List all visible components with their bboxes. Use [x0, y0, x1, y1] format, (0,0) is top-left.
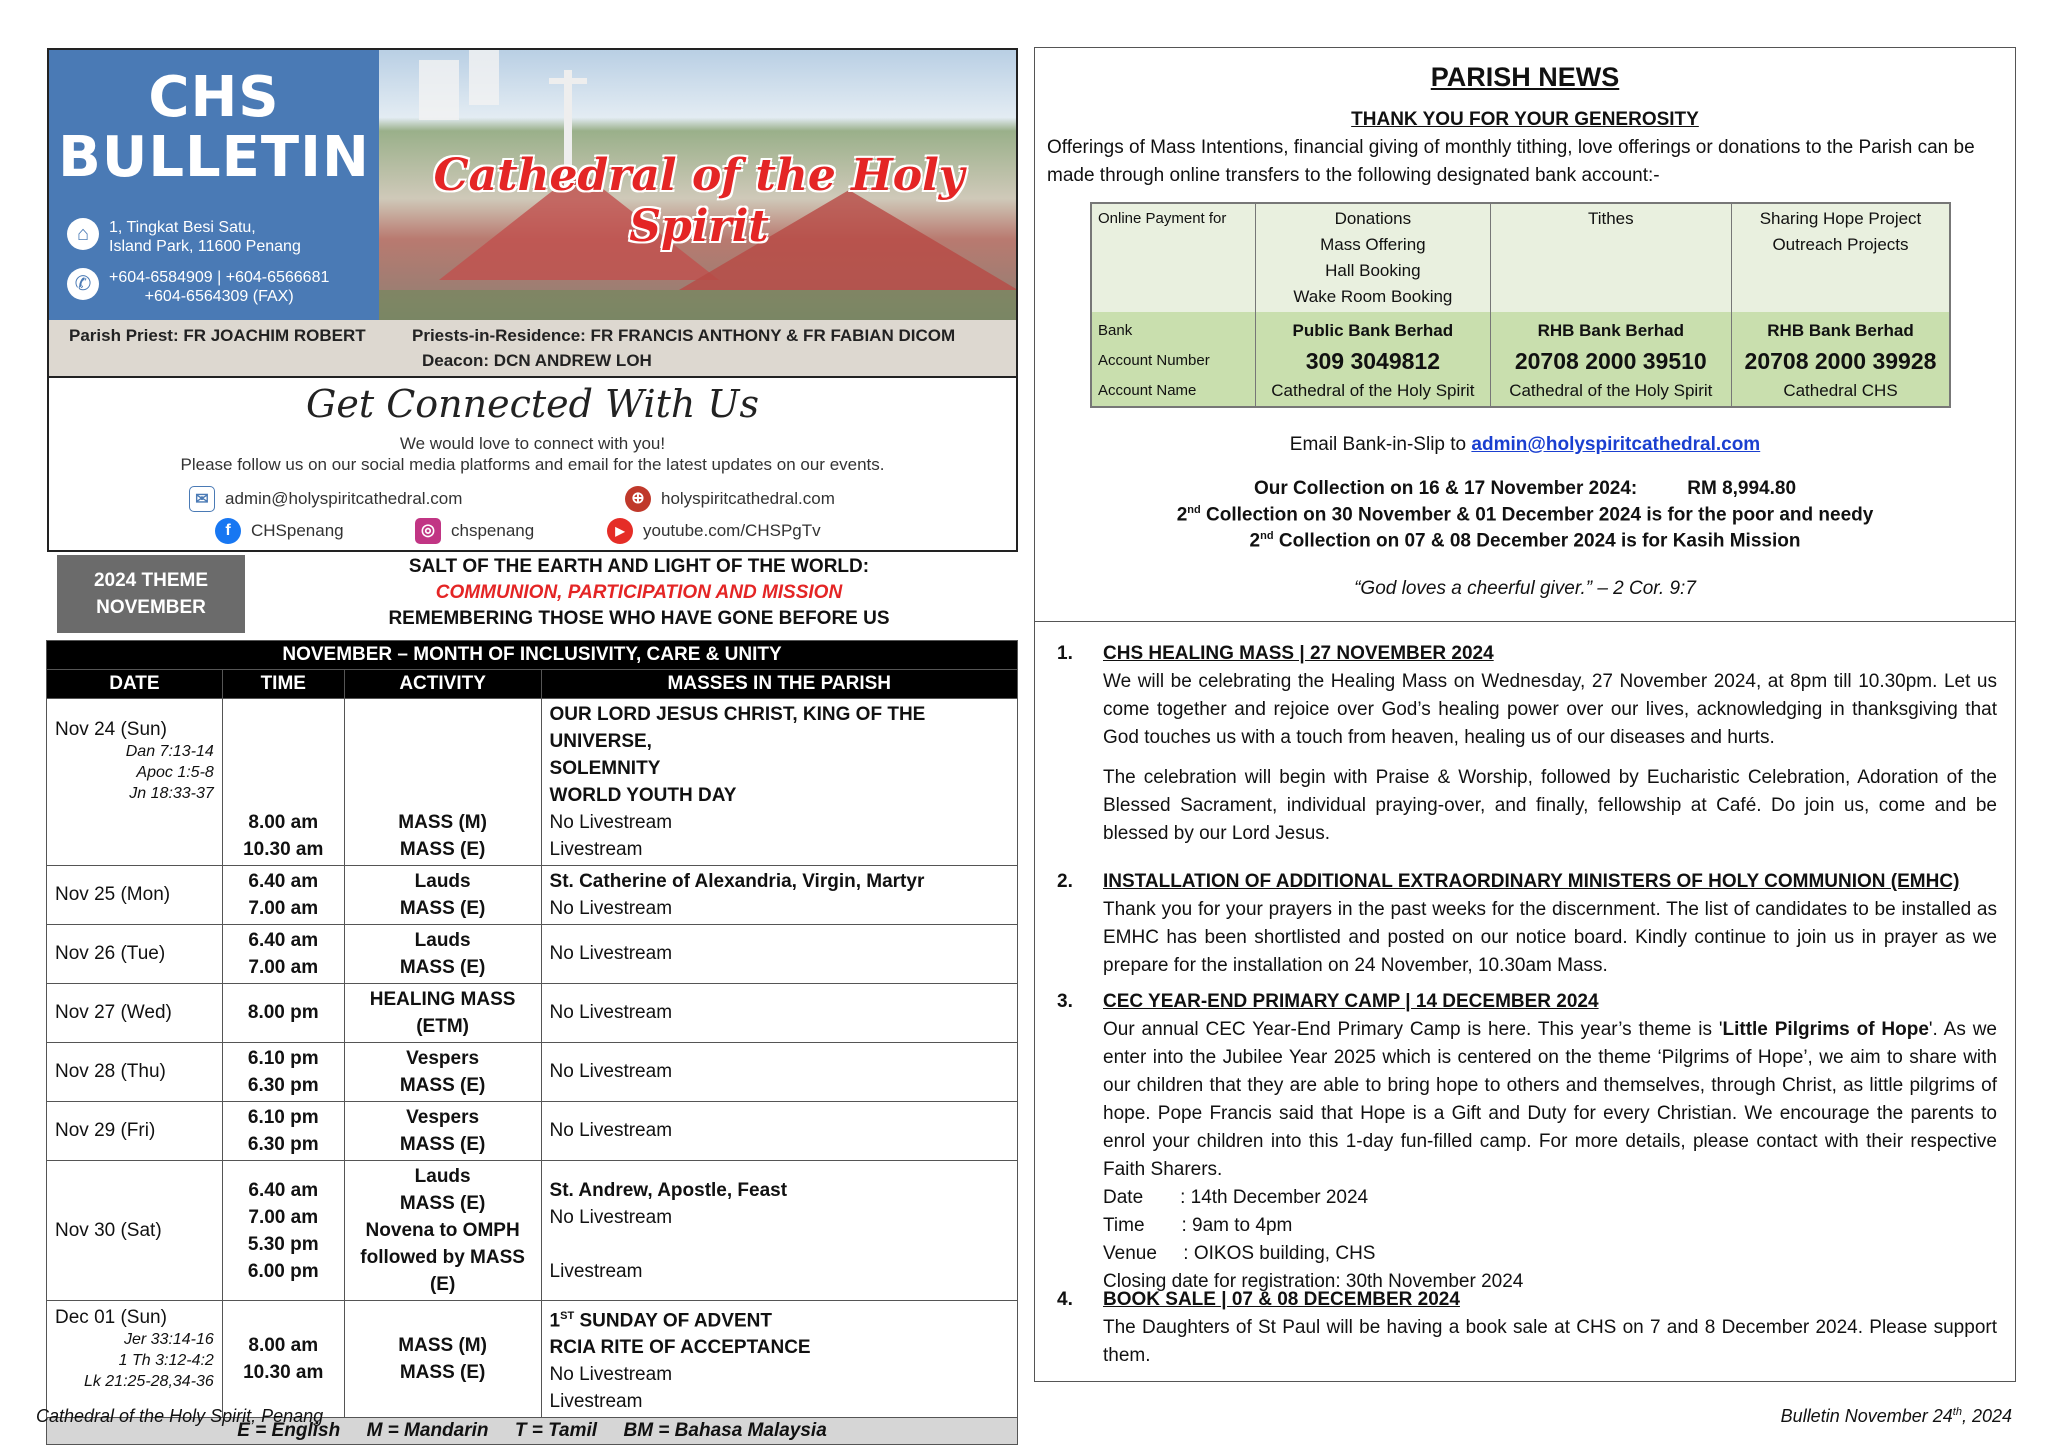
account-name: Cathedral CHS: [1731, 376, 1950, 407]
ordinal-number: 2: [1176, 504, 1188, 526]
facebook-icon: f: [215, 518, 241, 544]
priests-in-residence: Priests-in-Residence: FR FRANCIS ANTHONY & FR FABIAN DICOM: [412, 326, 956, 345]
news-paragraph: The Daughters of St Paul will be having a book sale at CHS on 7 and 8 December 2024. Please support them.: [1103, 1317, 1997, 1366]
bulletin-header: [47, 48, 1018, 378]
time-value: 6.10 pm: [247, 1048, 319, 1069]
news-item-2: [1057, 868, 1997, 980]
livestream-status: No Livestream: [541, 1043, 1017, 1102]
time-cell: [222, 1161, 344, 1301]
time-value: 7.00 am: [248, 1206, 319, 1228]
camp-venue: Venue : OIKOS building, CHS: [1103, 1243, 1376, 1264]
email-link[interactable]: admin@holyspiritcathedral.com: [225, 489, 463, 508]
activity-cell: [344, 1301, 541, 1418]
clergy-bar: [49, 320, 1018, 378]
activity-value: (ETM): [416, 1016, 469, 1037]
reading: Dan 7:13-14: [125, 743, 214, 760]
mass-title-rest: SUNDAY OF ADVENT: [574, 1310, 772, 1332]
paragraph-text: '. As we enter into the Jubilee Year 2025 which is centered on the theme ‘Pilgrims of Hope’, we aim to share with our children that they are able to bring hope to others and themselves, through Christ, as little pilgrims of hope. Pope Francis said that Hope is a Gift and Duty for every Christian. We encourage the parents to enrol your children into this 1-day fun-filled camp. For more details, please contact with their respective Faith Sharers.: [1103, 1019, 1997, 1180]
ordinal-suffix: nd: [1187, 504, 1201, 516]
masses-cell: [541, 1301, 1017, 1418]
time-value: 6.40 am: [248, 1179, 319, 1201]
time-value: 6.00 pm: [247, 1260, 319, 1282]
col-header-date: DATE: [47, 670, 223, 699]
news-number: 3.: [1057, 991, 1073, 1012]
mass-title: [550, 1303, 1009, 1334]
table-row: [47, 925, 1018, 984]
collection-amount: RM 8,994.80: [1687, 478, 1797, 499]
activity-value: Vespers: [406, 1048, 480, 1069]
news-item-3: [1057, 988, 1997, 1296]
connect-line-2: Please follow us on our social media platforms and email for the latest updates on our events.: [180, 455, 885, 474]
time-value: 6.40 am: [248, 871, 319, 892]
payment-purpose-1: [1256, 203, 1490, 312]
time-value: 8.00 am: [248, 1335, 319, 1357]
date-label: Nov 29 (Fri): [47, 1102, 223, 1161]
livestream-status: No Livestream: [541, 1102, 1017, 1161]
time-value: 8.00 pm: [222, 984, 344, 1043]
footer-left: Cathedral of the Holy Spirit, Penang: [36, 1406, 324, 1426]
news-title: BOOK SALE | 07 & 08 DECEMBER 2024: [1103, 1289, 1460, 1310]
time-value: 6.30 pm: [247, 1134, 319, 1155]
col-header-activity: ACTIVITY: [344, 670, 541, 699]
activity-cell: [344, 866, 541, 925]
livestream-status: Livestream: [549, 1391, 643, 1413]
time-cell: [222, 925, 344, 984]
footer-year: , 2024: [1961, 1406, 2012, 1426]
mass-schedule-table: [46, 640, 1018, 1445]
table-row: [1091, 346, 1950, 376]
table-row: [47, 1301, 1018, 1418]
ordinal-suffix: th: [1952, 1406, 1962, 1418]
time-value: 8.00 am: [248, 812, 319, 833]
time-value: 5.30 pm: [247, 1233, 319, 1255]
purpose-item: Wake Room Booking: [1293, 287, 1453, 306]
livestream-status: Livestream: [549, 839, 643, 860]
date-label: Nov 26 (Tue): [47, 925, 223, 984]
activity-value: MASS (E): [399, 1134, 486, 1155]
website-contact[interactable]: [625, 486, 835, 512]
activity-value: MASS (E): [399, 1075, 486, 1096]
news-paragraph: Thank you for your prayers in the past weeks for the discernment. The list of candidates to be installed as EMHC has been shortlisted and posted on our notice board. Kindly continue to join us in prayer as we prepare for the installation on 24 November, 10.30am Mass.: [1103, 899, 1997, 976]
connect-title: Get Connected With Us: [306, 382, 759, 426]
livestream-status: No Livestream: [549, 812, 673, 833]
footer-date: Bulletin November 24: [1780, 1406, 1953, 1426]
livestream-status: No Livestream: [541, 984, 1017, 1043]
reading: Jer 33:14-16: [123, 1331, 214, 1348]
instagram-link[interactable]: chspenang: [451, 521, 535, 540]
table-row: [47, 984, 1018, 1043]
activity-value: Lauds: [414, 871, 471, 892]
ordinal-number: 2: [1249, 530, 1261, 552]
table-row: [1091, 203, 1950, 312]
generosity-title: THANK YOU FOR YOUR GENEROSITY: [1351, 109, 1699, 130]
email-slip-label: Email Bank-in-Slip to: [1289, 434, 1472, 455]
livestream-status: No Livestream: [549, 1364, 673, 1386]
bulletin-title-line-1: CHS: [148, 65, 280, 130]
theme-line-3: REMEMBERING THOSE WHO HAVE GONE BEFORE US: [388, 608, 890, 629]
parish-news-title: PARISH NEWS: [1430, 62, 1620, 92]
footer-right: [1781, 1406, 2012, 1427]
theme-line-2: COMMUNION, PARTICIPATION AND MISSION: [435, 582, 843, 603]
table-row: [47, 1102, 1018, 1161]
payment-purpose-3: [1731, 203, 1950, 312]
news-title: INSTALLATION OF ADDITIONAL EXTRAORDINARY MINISTERS OF HOLY COMMUNION (EMHC): [1103, 871, 1960, 892]
activity-value: MASS (E): [399, 1193, 486, 1214]
theme-box: [57, 555, 245, 633]
email-contact[interactable]: [189, 486, 462, 512]
table-row: [47, 866, 1018, 925]
theme-line-1: SALT OF THE EARTH AND LIGHT OF THE WORLD:: [408, 556, 870, 577]
purpose-item: Outreach Projects: [1772, 235, 1909, 254]
col-header-masses: MASSES IN THE PARISH: [541, 670, 1017, 699]
activity-value: followed by MASS (E): [360, 1247, 525, 1295]
news-paragraph: The celebration will begin with Praise & Worship, followed by Eucharistic Celebration, Adoration of the Blessed Sacrament, individual praying-over, and finally, fellowship at Café. Do join us, come and be blessed by our Lord Jesus.: [1103, 767, 1997, 844]
instagram-icon: ◎: [415, 518, 441, 544]
youtube-contact[interactable]: [607, 518, 821, 544]
date-cell: [47, 1301, 223, 1418]
news-item-1: [1057, 640, 1997, 848]
globe-icon: ⊕: [625, 486, 651, 512]
activity-value: Novena to OMPH: [365, 1220, 520, 1241]
camp-closing-date: Closing date for registration: 30th November 2024: [1103, 1271, 1524, 1292]
reading: Apoc 1:5-8: [136, 764, 214, 781]
activity-cell: [344, 699, 541, 866]
date-label: Nov 25 (Mon): [47, 866, 223, 925]
payment-purpose-2: Tithes: [1490, 203, 1731, 312]
livestream-status: No Livestream: [549, 1206, 673, 1228]
bank-name: RHB Bank Berhad: [1490, 312, 1731, 346]
bank-account-table: [1090, 202, 1951, 408]
activity-value: Lauds: [414, 1166, 471, 1187]
purpose-item: Hall Booking: [1325, 261, 1421, 280]
email-slip-line: [1035, 434, 2015, 456]
news-title: CEC YEAR-END PRIMARY CAMP | 14 DECEMBER 2024: [1103, 991, 1599, 1012]
second-collection-2: [1035, 530, 2015, 552]
date-label: Dec 01 (Sun): [55, 1307, 167, 1328]
paragraph-text: Our annual CEC Year-End Primary Camp is here. This year’s theme is ': [1103, 1019, 1723, 1040]
time-value: 10.30 am: [243, 839, 324, 860]
time-value: 6.10 pm: [247, 1107, 319, 1128]
livestream-status: Livestream: [549, 1260, 643, 1282]
youtube-link[interactable]: youtube.com/CHSPgTv: [643, 521, 821, 540]
reading: Lk 21:25-28,34-36: [83, 1373, 214, 1390]
collection-line: [1035, 478, 2015, 500]
second-collection-text: Collection on 30 November & 01 December 2024 is for the poor and needy: [1200, 504, 1874, 526]
activity-value: MASS (E): [399, 957, 486, 978]
second-collection-1: [1035, 504, 2015, 526]
section-divider: [1035, 621, 2015, 622]
date-label: Nov 30 (Sat): [47, 1161, 223, 1301]
youtube-icon: ▶: [607, 518, 633, 544]
table-row: [1091, 376, 1950, 407]
activity-value: MASS (E): [399, 898, 486, 919]
bank-name: RHB Bank Berhad: [1731, 312, 1950, 346]
time-value: 7.00 am: [248, 898, 319, 919]
account-number: 20708 2000 39928: [1731, 346, 1950, 376]
time-value: 7.00 am: [248, 957, 319, 978]
time-value: 6.40 am: [248, 930, 319, 951]
date-label: Nov 24 (Sun): [55, 719, 167, 740]
phone: [67, 268, 329, 306]
instagram-contact[interactable]: [415, 518, 534, 544]
bank-name: Public Bank Berhad: [1256, 312, 1490, 346]
account-number-label: Account Number: [1091, 346, 1256, 376]
time-cell: [222, 866, 344, 925]
table-row: [1091, 312, 1950, 346]
time-cell: [222, 699, 344, 866]
account-number: 309 3049812: [1256, 346, 1490, 376]
mass-title: St. Catherine of Alexandria, Virgin, Martyr: [549, 871, 925, 892]
parish-priest: Parish Priest: FR JOACHIM ROBERT: [69, 326, 366, 345]
news-paragraph: We will be celebrating the Healing Mass on Wednesday, 27 November 2024, at 8pm till 10.30pm. Let us come together and rejoice over God’s healing power over our lives, acknowledging in thanksgiving that God touches us with a touch from heaven, healing us of our diseases and hurts.: [1103, 671, 1997, 748]
mass-title: SOLEMNITY: [549, 758, 661, 779]
address-line-1: 1, Tingkat Besi Satu,: [109, 219, 256, 236]
livestream-status: No Livestream: [541, 925, 1017, 984]
address-line-2: Island Park, 11600 Penang: [109, 238, 301, 255]
mass-title: WORLD YOUTH DAY: [549, 785, 737, 806]
phone-line-1: +604-6584909 | +604-6566681: [109, 269, 330, 286]
reading: 1 Th 3:12-4:2: [118, 1352, 214, 1369]
header-blue-panel: [49, 50, 379, 320]
collection-label: Our Collection on 16 & 17 November 2024:: [1253, 478, 1638, 499]
masses-cell: [541, 1161, 1017, 1301]
bulletin-title-line-2: BULLETIN: [58, 125, 370, 190]
connect-line-1: We would love to connect with you!: [399, 434, 666, 453]
second-collection-text: Collection on 07 & 08 December 2024 is for Kasih Mission: [1273, 530, 1801, 552]
activity-cell: [344, 1161, 541, 1301]
time-cell: [222, 1043, 344, 1102]
activity-value: MASS (M): [398, 812, 487, 833]
purpose-item: Sharing Hope Project: [1759, 209, 1922, 228]
camp-date: Date : 14th December 2024: [1103, 1187, 1369, 1208]
reading: Jn 18:33-37: [129, 785, 214, 802]
date-label: Nov 28 (Thu): [47, 1043, 223, 1102]
news-item-4: [1057, 1286, 1997, 1370]
account-number: 20708 2000 39510: [1490, 346, 1731, 376]
mass-title: St. Andrew, Apostle, Feast: [549, 1179, 788, 1201]
masses-cell: [541, 866, 1017, 925]
home-icon: ⌂: [67, 218, 99, 250]
purpose-item: Donations: [1334, 209, 1412, 228]
phone-line-2: +604-6564309 (FAX): [144, 288, 294, 305]
facebook-link[interactable]: CHSpenang: [251, 521, 344, 540]
connect-panel: [47, 376, 1018, 552]
activity-cell: [344, 984, 541, 1043]
website-link[interactable]: holyspiritcathedral.com: [661, 489, 835, 508]
activity-value: Lauds: [414, 930, 471, 951]
activity-value: Vespers: [406, 1107, 480, 1128]
activity-value: MASS (M): [398, 1335, 487, 1357]
news-title: CHS HEALING MASS | 27 NOVEMBER 2024: [1103, 643, 1494, 664]
news-number: 4.: [1057, 1289, 1073, 1310]
date-label: Nov 27 (Wed): [47, 984, 223, 1043]
time-value: 6.30 pm: [247, 1075, 319, 1096]
ordinal-suffix: ST: [560, 1310, 575, 1322]
parish-news-panel: [1034, 47, 2016, 1382]
time-value: 10.30 am: [243, 1362, 324, 1384]
language-legend: E = English M = Mandarin T = Tamil BM = Bahasa Malaysia: [47, 1418, 1018, 1445]
account-name: Cathedral of the Holy Spirit: [1490, 376, 1731, 407]
facebook-contact[interactable]: [215, 518, 344, 544]
masses-cell: [541, 699, 1017, 866]
mail-icon: ✉: [189, 486, 215, 512]
table-row: [47, 1161, 1018, 1301]
news-number: 2.: [1057, 871, 1073, 892]
schedule-banner: NOVEMBER – MONTH OF INCLUSIVITY, CARE & UNITY: [47, 641, 1018, 670]
activity-cell: [344, 1102, 541, 1161]
theme-box-line-2: NOVEMBER: [96, 597, 206, 618]
activity-value: MASS (E): [399, 1362, 486, 1384]
activity-cell: [344, 1043, 541, 1102]
time-cell: [222, 1102, 344, 1161]
col-header-time: TIME: [222, 670, 344, 699]
camp-theme: Little Pilgrims of Hope: [1722, 1019, 1929, 1040]
date-cell: [47, 699, 223, 866]
mass-title: OUR LORD JESUS CHRIST, KING OF THE UNIVERSE,: [549, 704, 926, 752]
account-name-label: Account Name: [1091, 376, 1256, 407]
account-name: Cathedral of the Holy Spirit: [1256, 376, 1490, 407]
mass-title: RCIA RITE OF ACCEPTANCE: [549, 1337, 811, 1359]
activity-cell: [344, 925, 541, 984]
bank-label: Bank: [1091, 312, 1256, 346]
address: [67, 218, 301, 256]
scripture-quote: “God loves a cheerful giver.” – 2 Cor. 9:7: [1354, 578, 1696, 599]
mass-title-number: 1: [549, 1310, 561, 1332]
news-paragraph: [1103, 1016, 1997, 1184]
theme-box-line-1: 2024 THEME: [93, 570, 209, 591]
deacon: Deacon: DCN ANDREW LOH: [422, 351, 652, 370]
generosity-text: Offerings of Mass Intentions, financial giving of monthly tithing, love offerings or donations to the Parish can be made through online transfers to the following designated bank account:-: [1047, 137, 1975, 186]
online-payment-label: Online Payment for: [1091, 203, 1256, 312]
bulletin-title: [49, 65, 379, 190]
activity-value: MASS (E): [399, 839, 486, 860]
activity-value: HEALING MASS: [369, 989, 516, 1010]
purpose-item: Mass Offering: [1320, 235, 1426, 254]
ordinal-suffix: nd: [1260, 530, 1274, 542]
cathedral-title: Cathedral of the Holy Spirit: [433, 150, 965, 252]
table-row: [47, 1043, 1018, 1102]
table-row: [47, 699, 1018, 866]
livestream-status: No Livestream: [549, 898, 673, 919]
camp-time: Time : 9am to 4pm: [1103, 1215, 1293, 1236]
email-slip-link[interactable]: admin@holyspiritcathedral.com: [1471, 434, 1761, 455]
phone-icon: ✆: [67, 268, 99, 300]
news-number: 1.: [1057, 643, 1073, 664]
time-cell: [222, 1301, 344, 1418]
